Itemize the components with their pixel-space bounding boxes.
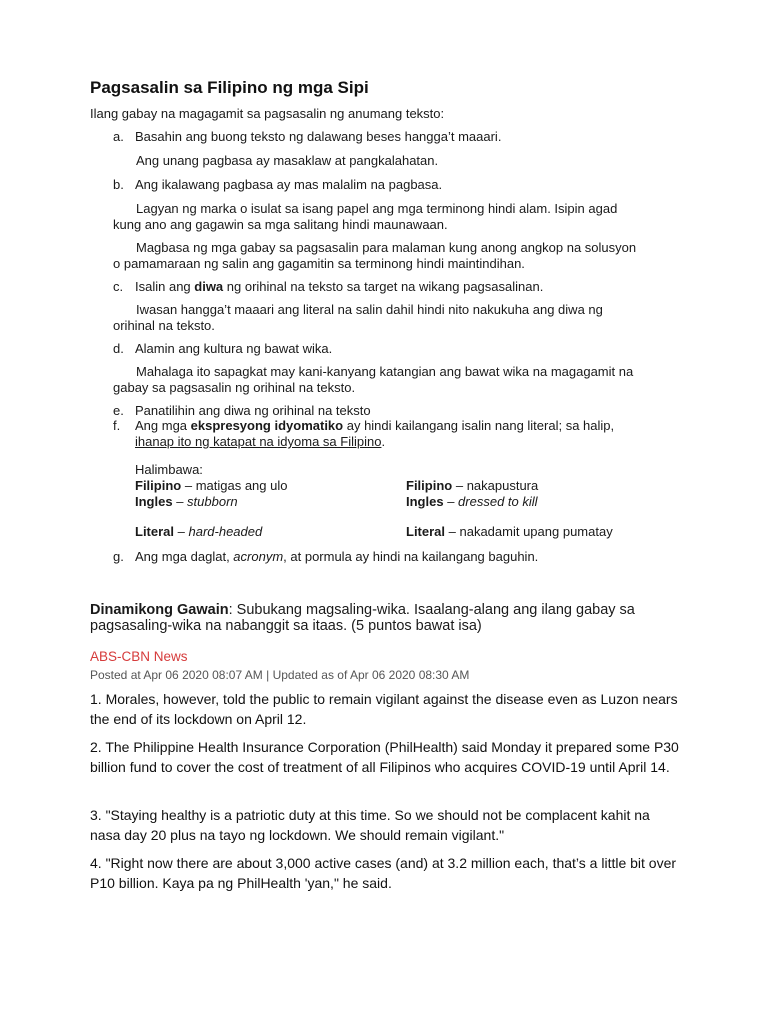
example-label: Filipino: [406, 478, 453, 493]
example-value: hard-headed: [188, 524, 263, 539]
item-text-pre: Isalin ang: [135, 279, 195, 294]
activity-text: : Subukang magsaling-wika. Isaalang-alang ang ilang gabay sa pagsasaling-wika na nabanggit sa itaas. (5 puntos bawat isa): [90, 602, 635, 634]
note-line-2: gabay sa pagsasalin ng orihinal na teksto.: [113, 380, 356, 395]
note-line-2: orihinal na teksto.: [113, 318, 215, 333]
note-line-1: Mahalaga ito sapagkat may kani-kanyang katangian ang bawat wika na magagamit na: [136, 364, 634, 379]
guide-note-b1: [113, 201, 658, 233]
item-text-pre: Ang mga daglat,: [135, 549, 234, 564]
example-right-filipino: Filipino – nakapustura: [406, 478, 539, 493]
guide-note-a: Ang unang pagbasa ay masaklaw at pangkalahatan.: [136, 153, 439, 168]
note-line-2: kung ano ang gagawin sa mga salitang hindi maunawaan.: [113, 217, 448, 232]
example-value: dressed to kill: [458, 494, 538, 509]
source-timestamp: Posted at Apr 06 2020 08:07 AM | Updated as of Apr 06 2020 08:30 AM: [90, 668, 470, 682]
example-label: Filipino: [135, 478, 182, 493]
item-text-pre: Ang mga: [135, 418, 191, 433]
item-text-post: , at pormula ay hindi na kailangang baguhin.: [283, 549, 539, 564]
example-label: Ingles: [406, 494, 444, 509]
example-right-literal: Literal – nakadamit upang pumatay: [406, 524, 613, 539]
item-text-italic: acronym: [233, 549, 284, 564]
example-value: matigas ang ulo: [195, 478, 288, 493]
note-line-1: Lagyan ng marka o isulat sa isang papel ang mga terminong hindi alam. Isipin agad: [136, 201, 618, 216]
guide-note-d: [113, 364, 658, 396]
note-line-1: Magbasa ng mga gabay sa pagsasalin para malaman kung anong angkop na solusyon: [136, 240, 637, 255]
item-text-end: .: [381, 434, 386, 449]
item-label: e.: [113, 403, 124, 418]
example-left-literal: Literal – hard-headed: [135, 524, 263, 539]
page-title: Pagsasalin sa Filipino ng mga Sipi: [90, 78, 369, 97]
example-value: nakapustura: [466, 478, 539, 493]
example-label: Literal: [135, 524, 175, 539]
guide-item-a: [113, 129, 501, 144]
item-text-bold: diwa: [194, 279, 224, 294]
example-left-ingles: Ingles – stubborn: [135, 494, 238, 509]
news-item: 1. Morales, however, told the public to remain vigilant against the disease even as Luzon nears the end of its lockdown on April 12.: [90, 691, 678, 727]
news-item: 3. "Staying healthy is a patriotic duty at this time. So we should not be complacent kahit na nasa day 20 plus na tayo ng lockdown. We should remain vigilant.": [90, 807, 650, 843]
guide-note-b2: [113, 240, 658, 272]
guide-item-b: [113, 177, 442, 192]
guide-item-g: [113, 549, 538, 564]
item-label: b.: [113, 177, 124, 192]
example-value: nakadamit upang pumatay: [459, 524, 613, 539]
source-name: ABS-CBN News: [90, 649, 188, 664]
guide-item-f: [113, 418, 658, 450]
note-line-1: Iwasan hangga’t maaari ang literal na salin dahil hindi nito nakukuha ang diwa ng: [136, 302, 603, 317]
note-line-2: o pamamaraan ng salin ang gagamitin sa terminong hindi maintindihan.: [113, 256, 525, 271]
intro-text: Ilang gabay na magagamit sa pagsasalin ng anumang teksto:: [90, 106, 445, 121]
guide-item-c: [113, 279, 543, 294]
news-item: 2. The Philippine Health Insurance Corporation (PhilHealth) said Monday it prepared some P30 billion fund to cover the cost of treatment of all Filipinos who acquires COVID-19 until April 14.: [90, 739, 679, 775]
item-text-bold: ekspresyong idyomatiko: [190, 418, 344, 433]
activity-label: Dinamikong Gawain: [90, 602, 229, 618]
guide-item-e: [113, 403, 371, 418]
item-label: a.: [113, 129, 124, 144]
guide-note-c: [113, 302, 658, 334]
guide-item-d: [113, 341, 332, 356]
item-label: g.: [113, 549, 124, 564]
example-value: stubborn: [187, 494, 238, 509]
example-left-filipino: Filipino – matigas ang ulo: [135, 478, 288, 493]
example-label: Ingles: [135, 494, 173, 509]
item-text-underline: ihanap ito ng katapat na idyoma sa Filipino: [135, 434, 382, 449]
item-text: Ang ikalawang pagbasa ay mas malalim na pagbasa.: [135, 177, 443, 192]
item-text-post: ng orihinal na teksto sa target na wikang pagsasalinan.: [223, 279, 544, 294]
examples-heading: Halimbawa:: [135, 462, 203, 477]
item-text: Panatilihin ang diwa ng orihinal na teksto: [135, 403, 371, 418]
item-label: f.: [113, 418, 121, 433]
item-label: d.: [113, 341, 124, 356]
news-item: 4. "Right now there are about 3,000 active cases (and) at 3.2 million each, that’s a little bit over P10 billion. Kaya pa ng PhilHealth 'yan," he said.: [90, 855, 677, 891]
item-text-post: ay hindi kailangang isalin nang literal; sa halip,: [343, 418, 615, 433]
activity-instructions: [90, 602, 690, 634]
item-text: Basahin ang buong teksto ng dalawang beses hangga’t maaari.: [135, 129, 502, 144]
item-label: c.: [113, 279, 124, 294]
example-right-ingles: Ingles – dressed to kill: [406, 494, 538, 509]
example-label: Literal: [406, 524, 446, 539]
item-text: Alamin ang kultura ng bawat wika.: [135, 341, 333, 356]
